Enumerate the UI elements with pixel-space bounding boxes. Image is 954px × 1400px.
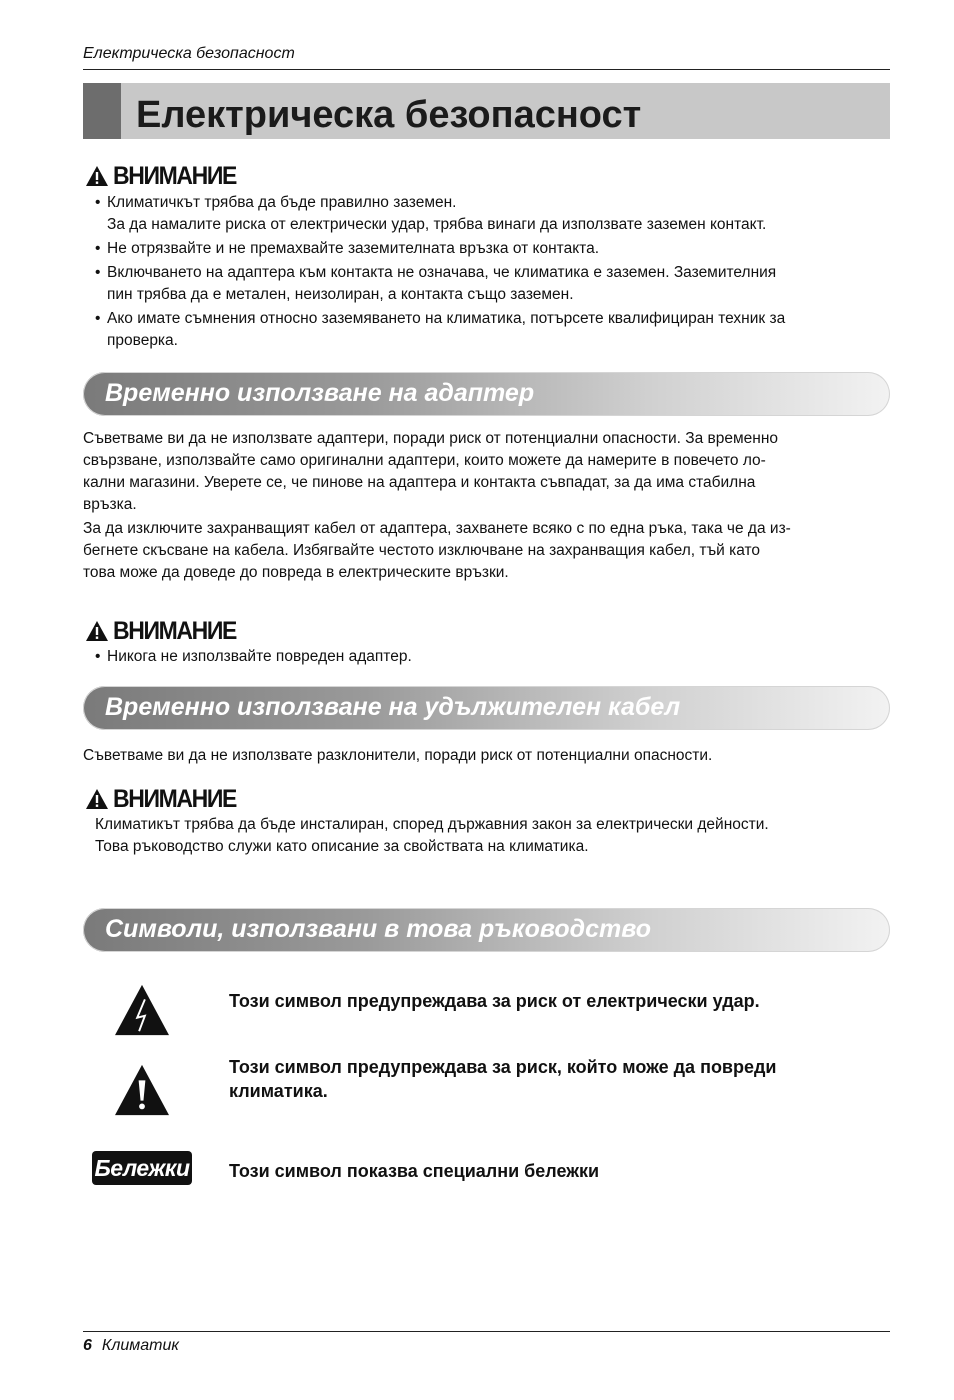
list-item xyxy=(95,238,885,260)
text-line: Съветваме ви да не използвате разклонители, поради риск от потенциални опасности. xyxy=(83,747,713,764)
note-badge: Бележки xyxy=(92,1151,192,1185)
footer-label: Климатик xyxy=(101,1337,179,1354)
list-item-line: За да намалите риска от електрически удар, трябва винаги да използвате заземен контакт. xyxy=(107,216,767,233)
title-tab xyxy=(83,83,121,139)
list-item xyxy=(95,646,885,668)
page-title: Електрическа безопасност xyxy=(136,94,642,136)
warning-label: ВНИМАНИЕ xyxy=(113,784,236,813)
warning-heading xyxy=(85,617,247,645)
extension-paragraph xyxy=(83,745,893,767)
text-line: климатика. xyxy=(229,1081,328,1101)
header-rule xyxy=(83,69,890,70)
list-item-line: • Не отрязвайте и не премахвайте заземителната връзка от контакта. xyxy=(107,240,599,257)
text-line: За да изключите захранващият кабел от адаптера, захванете всяко с по една ръка, така че да из- xyxy=(83,520,791,537)
warning-label: ВНИМАНИЕ xyxy=(113,616,236,645)
text-line: бегнете скъсване на кабела. Избягвайте честото изключване на захранващия кабел, тъй като xyxy=(83,542,761,559)
page-number: 6 xyxy=(83,1337,92,1354)
list-item xyxy=(95,192,885,236)
list-item-line: • Ако имате съмнения относно заземяването на климатика, потърсете квалифициран техник за xyxy=(107,310,786,327)
page-title-bar xyxy=(83,83,890,139)
text-line: това може да доведе до повреда в електрическите връзки. xyxy=(83,564,509,581)
list-item-line: проверка. xyxy=(107,332,178,349)
adapter-paragraph-1 xyxy=(83,428,893,516)
page-footer xyxy=(83,1337,179,1355)
text-line: свързване, използвайте само оригинални адаптери, които можете да намерите в повечето ло- xyxy=(83,452,766,469)
list-item xyxy=(95,308,885,352)
list-item-line: • Никога не използвайте повреден адаптер. xyxy=(107,648,412,665)
list-item-line: пин трябва да е метален, неизолиран, а контакта също заземен. xyxy=(107,286,574,303)
warning-icon xyxy=(85,788,109,810)
warning-list xyxy=(95,192,885,354)
list-item-line: • Включването на адаптера към контакта не означава, че климатика е заземен. Заземителния xyxy=(107,264,777,281)
symbol-description: Този символ показва специални бележки xyxy=(229,1161,600,1181)
exclamation-warning-icon xyxy=(112,1063,172,1117)
warning-list xyxy=(95,646,885,670)
adapter-paragraph-2 xyxy=(83,518,893,584)
list-item-line: • Климатичкът трябва да бъде правилно заземен. xyxy=(107,194,457,211)
symbol-description xyxy=(229,1055,879,1103)
warning-icon xyxy=(85,165,109,187)
warning-label: ВНИМАНИЕ xyxy=(113,161,236,190)
list-item xyxy=(95,262,885,306)
text-line: Това ръководство служи като описание за свойствата на климатика. xyxy=(95,838,589,855)
electric-shock-warning-icon xyxy=(112,983,172,1037)
section-title: Временно използване на удължителен кабел xyxy=(105,693,681,721)
footer-rule xyxy=(83,1331,890,1332)
symbol-description: Този символ предупреждава за риск от електрически удар. xyxy=(229,991,760,1011)
text-line: Този символ предупреждава за риск, който може да повреди xyxy=(229,1057,777,1077)
warning-icon xyxy=(85,620,109,642)
section-heading-symbols xyxy=(83,908,890,952)
section-title: Временно използване на адаптер xyxy=(105,379,535,407)
warning-heading xyxy=(85,785,247,813)
section-heading-extension-cable xyxy=(83,686,890,730)
text-line: кални магазини. Уверете се, че пинове на адаптера и контакта съвпадат, за да има стабилна xyxy=(83,474,756,491)
warning-heading xyxy=(85,162,247,190)
installation-warning-text xyxy=(95,814,905,858)
section-heading-adapter xyxy=(83,372,890,416)
running-head: Електрическа безопасност xyxy=(83,45,295,62)
text-line: връзка. xyxy=(83,496,137,513)
section-title: Символи, използвани в това ръководство xyxy=(105,915,651,943)
text-line: Климатикът трябва да бъде инсталиран, според държавния закон за електрически дейности. xyxy=(95,816,769,833)
text-line: Съветваме ви да не използвате адаптери, поради риск от потенциални опасности. За временно xyxy=(83,430,778,447)
